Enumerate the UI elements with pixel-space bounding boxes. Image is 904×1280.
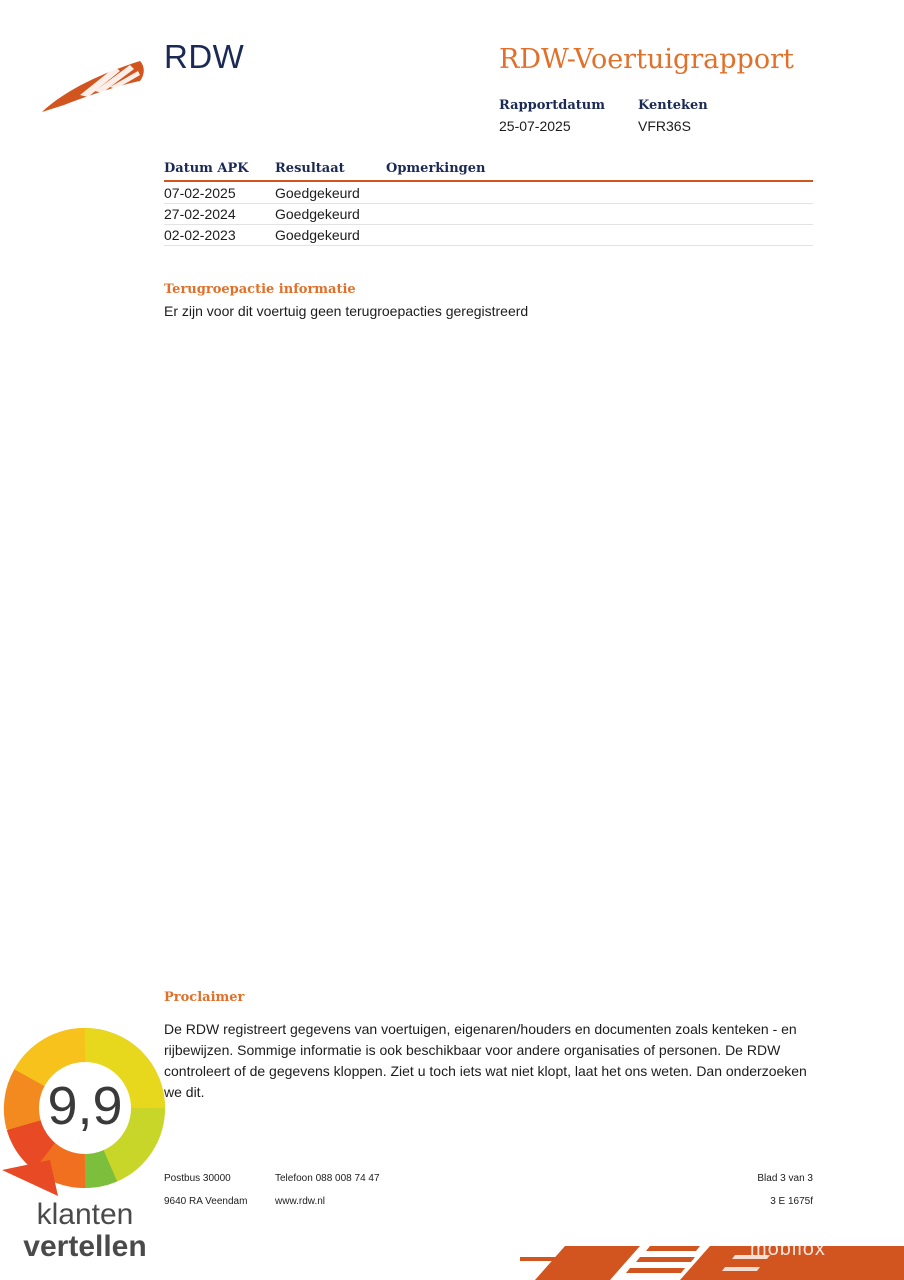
- recall-text: Er zijn voor dit voertuig geen terugroepacties geregistreerd: [164, 303, 529, 319]
- col-header-result: Resultaat: [275, 161, 345, 176]
- footer-website[interactable]: www.rdw.nl: [275, 1196, 326, 1207]
- apk-date: 27-02-2024: [164, 206, 236, 222]
- apk-date: 02-02-2023: [164, 227, 236, 243]
- report-date-value: 25-07-2025: [499, 118, 571, 134]
- proclaimer-line: controleert of de gegevens kloppen. Ziet u toch iets wat niet klopt, laat het ons weten. Dan onderzoeken: [164, 1063, 807, 1079]
- footer-stripes-decoration: [520, 1243, 904, 1280]
- proclaimer-title: Proclaimer: [164, 990, 245, 1005]
- footer-postbus: Postbus 30000: [164, 1173, 231, 1184]
- table-row: [164, 224, 813, 246]
- col-header-date: Datum APK: [164, 161, 249, 176]
- watermark-text: mobilox: [750, 1238, 826, 1260]
- report-title: RDW-Voertuigrapport: [499, 44, 794, 75]
- table-row: [164, 182, 813, 204]
- apk-result: Goedgekeurd: [275, 185, 360, 201]
- plate-label: Kenteken: [638, 98, 708, 113]
- rating-label-line2: vertellen: [23, 1230, 147, 1263]
- table-row: [164, 203, 813, 225]
- rating-score: 9,9: [47, 1076, 123, 1136]
- report-date-label: Rapportdatum: [499, 98, 605, 113]
- footer-postcode: 9640 RA Veendam: [164, 1196, 248, 1207]
- rating-label-line1: klanten: [36, 1198, 134, 1231]
- apk-result: Goedgekeurd: [275, 206, 360, 222]
- footer-code: 3 E 1675f: [770, 1196, 813, 1207]
- rdw-logo-feather-icon: [40, 55, 150, 115]
- footer-phone: Telefoon 088 008 74 47: [275, 1173, 380, 1184]
- footer-page: Blad 3 van 3: [757, 1173, 813, 1184]
- proclaimer-line: rijbewijzen. Sommige informatie is ook beschikbaar voor andere organisaties of personen. De RDW: [164, 1042, 781, 1058]
- apk-date: 07-02-2025: [164, 185, 236, 201]
- apk-result: Goedgekeurd: [275, 227, 360, 243]
- proclaimer-line: we dit.: [164, 1084, 205, 1100]
- logo-text: RDW: [164, 38, 245, 75]
- recall-title: Terugroepactie informatie: [164, 282, 356, 297]
- proclaimer-text: [164, 1019, 807, 1103]
- col-header-remarks: Opmerkingen: [386, 161, 486, 176]
- plate-value: VFR36S: [638, 118, 691, 134]
- proclaimer-line: De RDW registreert gegevens van voertuigen, eigenaren/houders en documenten zoals kenteken - en: [164, 1021, 797, 1037]
